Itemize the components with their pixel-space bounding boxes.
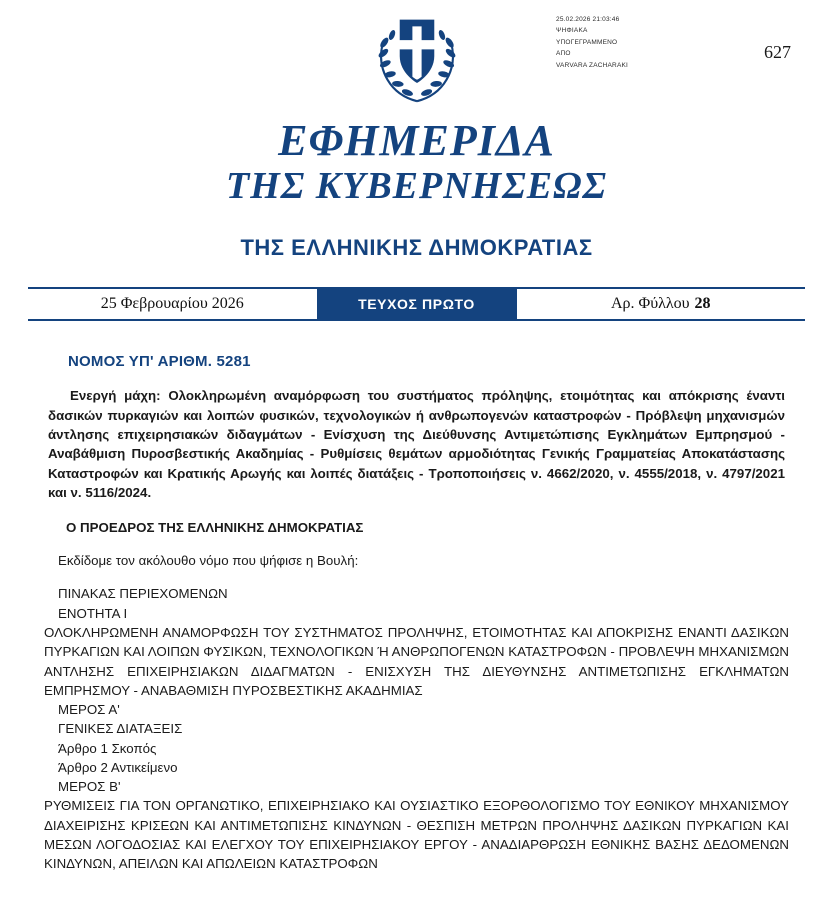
issue-statement: Εκδίδομε τον ακόλουθο νόμο που ψήφισε η Βουλή: — [58, 552, 359, 568]
toc-entry: ΟΛΟΚΛΗΡΩΜΕΝΗ ΑΝΑΜΟΡΦΩΣΗ ΤΟΥ ΣΥΣΤΗΜΑΤΟΣ ΠΡΟΛΗΨΗΣ, ΕΤΟΙΜΟΤΗΤΑΣ ΚΑΙ ΑΠΟΚΡΙΣΗΣ ΕΝΑΝΤΙ ΔΑΣΙΚΩΝ ΠΥΡΚΑΓΙΩΝ ΚΑΙ ΛΟΙΠΩΝ ΦΥΣΙΚΩΝ, ΤΕΧΝΟΛΟΓΙΚΩΝ Ή ΑΝΘΡΩΠΟΓΕΝΩΝ ΚΑΤΑΣΤΡΟΦΩΝ - ΠΡΟΒΛΕΨΗ ΜΗΧΑΝΙΣΜΩΝ ΑΝΤΛΗΣΗΣ ΕΠΙΧΕΙΡΗΣΙΑΚΩΝ ΔΙΔΑΓΜΑΤΩΝ - ΕΝΙΣΧΥΣΗ ΤΗΣ ΔΙΕΥΘΥΝΣΗΣ ΑΝΤΙΜΕΤΩΠΙΣΗΣ ΕΓΚΛΗΜΑΤΩΝ ΕΜΠΡΗΣΜΟΥ - ΑΝΑΒΑΘΜΙΣΗ ΠΥΡΟΣΒΕΣΤΙΚΗΣ ΑΚΑΔΗΜΙΑΣ — [44, 624, 789, 698]
gazette-title — [0, 116, 833, 261]
toc-entry: Άρθρο 1 Σκοπός — [58, 740, 157, 756]
toc-entry: ΡΥΘΜΙΣΕΙΣ ΓΙΑ ΤΟΝ ΟΡΓΑΝΩΤΙΚΟ, ΕΠΙΧΕΙΡΗΣΙΑΚΟ ΚΑΙ ΟΥΣΙΑΣΤΙΚΟ ΕΞΟΡΘΟΛΟΓΙΣΜΟ ΤΟΥ ΕΘΝΙΚΟΥ ΜΗΧΑΝΙΣΜΟΥ ΔΙΑΧΕΙΡΙΣΗΣ ΚΡΙΣΕΩΝ ΚΑΙ ΑΝΤΙΜΕΤΩΠΙΣΗΣ ΚΙΝΔΥΝΩΝ - ΘΕΣΠΙΣΗ ΜΕΤΡΩΝ ΠΡΟΛΗΨΗΣ ΔΑΣΙΚΩΝ ΠΥΡΚΑΓΙΩΝ ΚΑΙ ΜΕΣΩΝ ΛΟΓΟΔΟΣΙΑΣ ΚΑΙ ΕΛΕΓΧΟΥ ΤΟΥ ΕΠΙΧΕΙΡΗΣΙΑΚΟΥ ΕΡΓΟΥ - ΑΝΑΔΙΑΡΘΡΩΣΗ ΕΘΝΙΚΗΣ ΒΑΣΗΣ ΔΕΔΟΜΕΝΩΝ ΚΙΝΔΥΝΩΝ, ΑΠΕΙΛΩΝ ΚΑΙ ΑΠΩΛΕΙΩΝ ΚΑΤΑΣΤΡΟΦΩΝ — [44, 798, 789, 872]
issue-bar — [28, 287, 805, 321]
title-line-1: ΕΦΗΜΕΡΙΔΑ — [278, 116, 555, 165]
toc-heading: ΠΙΝΑΚΑΣ ΠΕΡΙΕΧΟΜΕΝΩΝ — [58, 586, 228, 602]
signature-signer: VARVARA ZACHARAKI — [556, 61, 629, 69]
signature-line-3: ΑΠΟ — [556, 50, 571, 58]
hellenic-republic-emblem-icon — [369, 10, 465, 106]
table-of-contents — [44, 584, 789, 873]
issue-date: 25 Φεβρουαρίου 2026 — [100, 294, 244, 312]
signature-line-2: ΥΠΟΓΕΓΡΑΜΜΕΝΟ — [556, 38, 618, 46]
signature-timestamp: 25.02.2026 21:03:46 — [556, 16, 620, 23]
document-body — [44, 351, 789, 873]
digital-signature-block — [556, 14, 756, 71]
masthead — [0, 0, 833, 261]
toc-entry: ΜΕΡΟΣ Β' — [58, 779, 121, 795]
law-title: Ενεργή μάχη: Ολοκληρωμένη αναμόρφωση του συστήματος πρόληψης, ετοιμότητας και απόκρισης έναντι δασικών πυρκαγιών και λοιπών φυσικών, τεχνολογικών ή ανθρωπογενών καταστροφών - Πρόβλεψη μηχανισμών άντλησης επιχειρησιακών διδαγμάτων - Ενίσχυση της Διεύθυνσης Αντιμετώπισης Εγκλημάτων Εμπρησμού - Αναβάθμιση Πυροσβεστικής Ακαδημίας - Ρυθμίσεις θεμάτων αρμοδιότητας Γενικής Γραμματείας Αποκατάστασης Καταστροφών και Κρατικής Αρωγής και λοιπές διατάξεις - Τροποποιήσεις ν. 4662/2020, ν. 4555/2018, ν. 4797/2021 και ν. 5116/2024. — [48, 388, 785, 501]
toc-entry: ΜΕΡΟΣ Α' — [58, 702, 120, 718]
title-line-3: ΤΗΣ ΕΛΛΗΝΙΚΗΣ ΔΗΜΟΚΡΑΤΙΑΣ — [240, 234, 593, 260]
signature-line-1: ΨΗΦΙΑΚΑ — [556, 27, 588, 35]
issue-sheet — [517, 289, 806, 319]
title-line-2: ΤΗΣ ΚΥΒΕΡΝΗΣΕΩΣ — [225, 165, 607, 208]
toc-entry: ΕΝΟΤΗΤΑ Ι — [58, 605, 128, 621]
toc-entry: Άρθρο 2 Αντικείμενο — [58, 759, 178, 775]
toc-entry: ΓΕΝΙΚΕΣ ΔΙΑΤΑΞΕΙΣ — [58, 721, 183, 737]
president-line: Ο ΠΡΟΕΔΡΟΣ ΤΗΣ ΕΛΛΗΝΙΚΗΣ ΔΗΜΟΚΡΑΤΙΑΣ — [66, 519, 364, 535]
issue-sheet-label: Αρ. Φύλλου — [610, 294, 690, 312]
page-number: 627 — [764, 42, 791, 62]
issue-type-badge: ΤΕΥΧΟΣ ΠΡΩΤΟ — [317, 289, 517, 319]
issue-sheet-number: 28 — [694, 294, 711, 312]
law-number: ΝΟΜΟΣ ΥΠ' ΑΡΙΘΜ. 5281 — [68, 352, 251, 370]
